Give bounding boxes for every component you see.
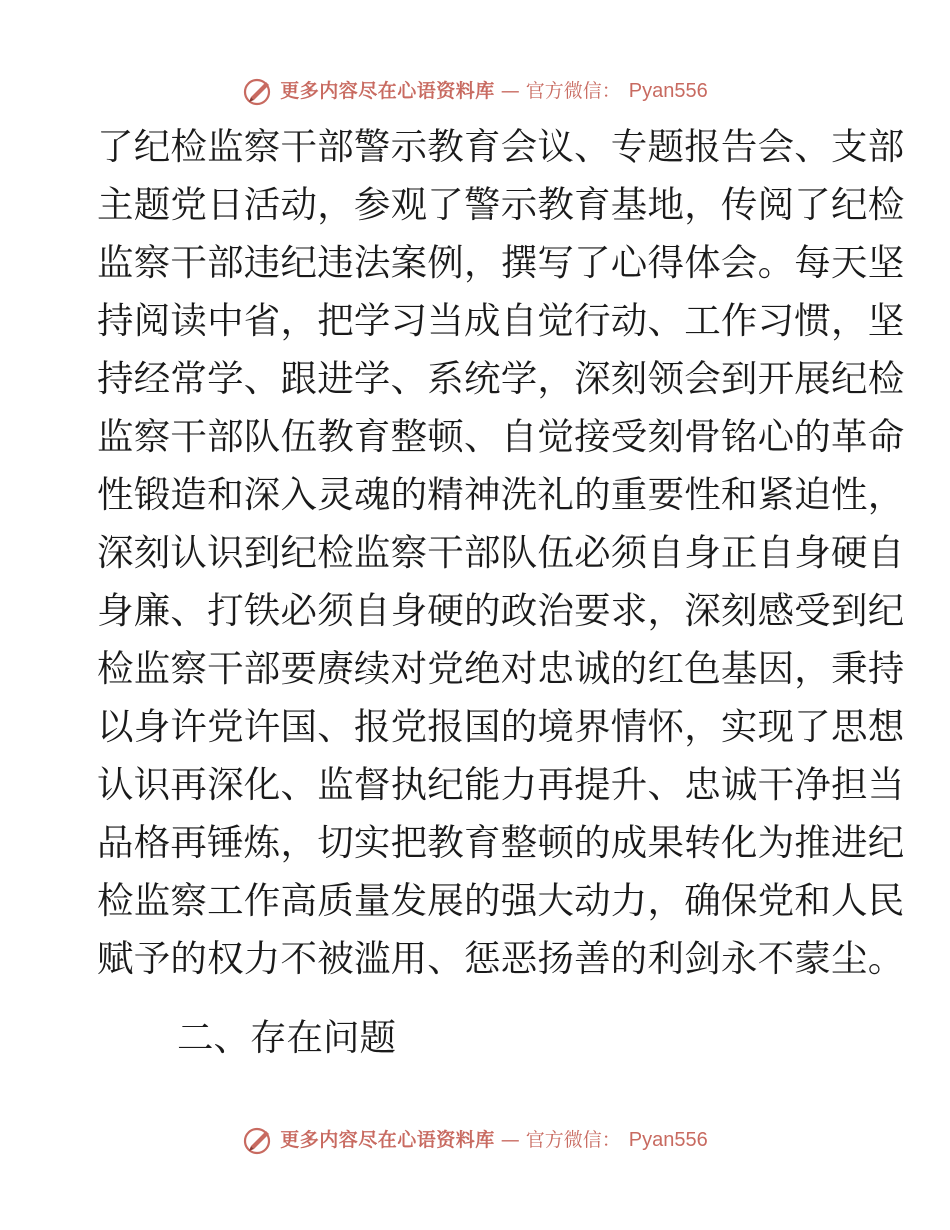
paragraph-line: 品格再锤炼，切实把教育整顿的成果转化为推进纪 <box>97 821 905 864</box>
watermark-separator: — <box>500 79 520 102</box>
section-heading: 二、存在问题 <box>177 1016 396 1059</box>
watermark-wechat-id: Pyan556 <box>628 80 708 102</box>
paragraph-line: 检监察干部要赓续对党绝对忠诚的红色基因，秉持 <box>97 647 905 690</box>
footer-watermark <box>0 1120 950 1160</box>
paragraph-line: 主题党日活动，参观了警示教育基地，传阅了纪检 <box>97 183 905 226</box>
paragraph-line: 以身许党许国、报党报国的境界情怀，实现了思想 <box>97 705 905 748</box>
pen-logo-icon <box>242 1124 274 1156</box>
watermark-site-text: 更多内容尽在心语资料库 <box>280 1128 495 1151</box>
header-watermark <box>0 71 950 111</box>
paragraph-line: 身廉、打铁必须自身硬的政治要求，深刻感受到纪 <box>97 589 905 632</box>
pen-logo-icon <box>242 75 274 107</box>
body-paragraph <box>97 118 905 988</box>
paragraph-line: 监察干部队伍教育整顿、自觉接受刻骨铭心的革命 <box>97 415 905 458</box>
watermark-wechat-id: Pyan556 <box>628 1129 708 1151</box>
paragraph-line: 检监察工作高质量发展的强大动力，确保党和人民 <box>97 879 905 922</box>
paragraph-line: 认识再深化、监督执纪能力再提升、忠诚干净担当 <box>97 763 905 806</box>
watermark-separator: — <box>500 1128 520 1151</box>
paragraph-line: 监察干部违纪违法案例，撰写了心得体会。每天坚 <box>97 241 905 284</box>
paragraph-line: 性锻造和深入灵魂的精神洗礼的重要性和紧迫性， <box>97 473 905 516</box>
paragraph-line: 深刻认识到纪检监察干部队伍必须自身正自身硬自 <box>97 531 905 574</box>
watermark-site-text: 更多内容尽在心语资料库 <box>280 79 495 102</box>
paragraph-line: 持经常学、跟进学、系统学，深刻领会到开展纪检 <box>97 357 905 400</box>
paragraph-line: 赋予的权力不被滥用、惩恶扬善的利剑永不蒙尘。 <box>97 937 905 980</box>
paragraph-line: 持阅读中省，把学习当成自觉行动、工作习惯，坚 <box>97 299 905 342</box>
watermark-label: 官方微信： <box>525 79 621 102</box>
paragraph-line: 了纪检监察干部警示教育会议、专题报告会、支部 <box>97 125 905 168</box>
watermark-label: 官方微信： <box>525 1128 621 1151</box>
